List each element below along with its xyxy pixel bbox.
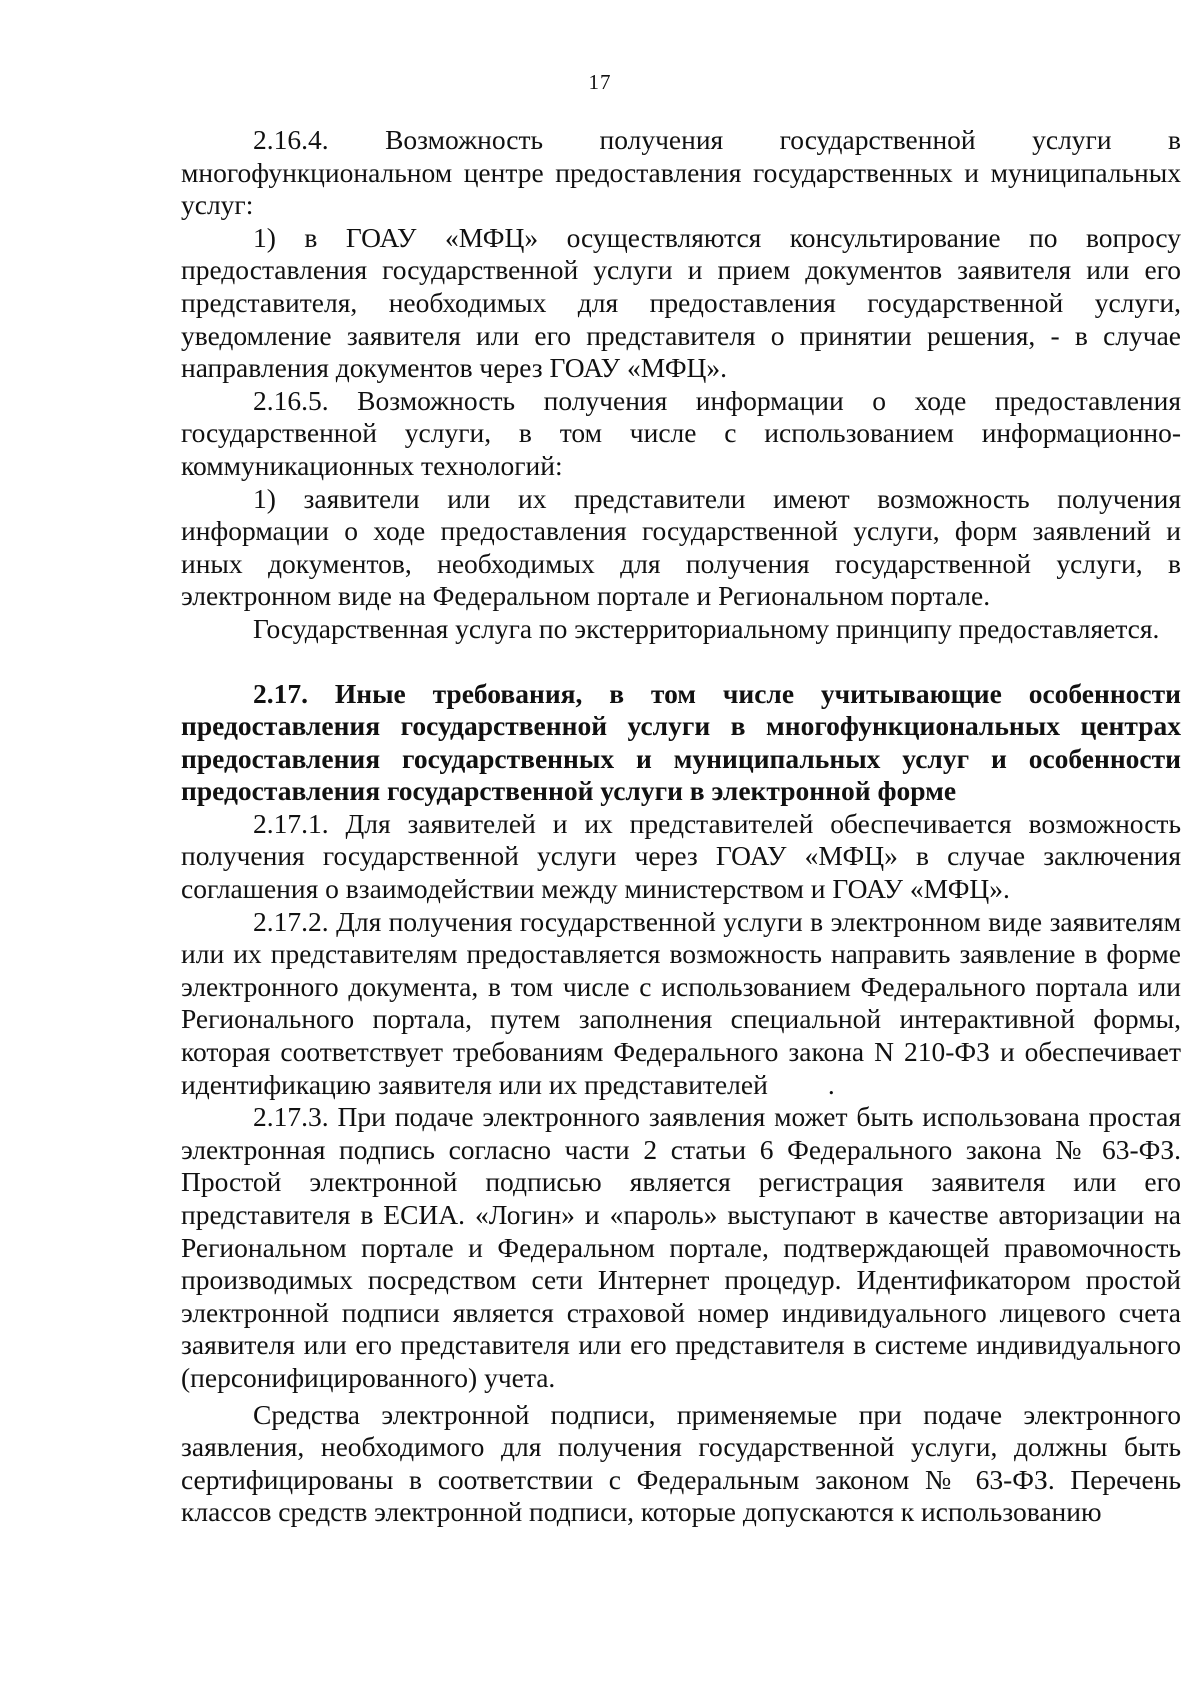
trailing-dot: .	[827, 1068, 835, 1100]
paragraph-2-16-4-item-1: 1) в ГОАУ «МФЦ» осуществляются консультирование по вопросу предоставления государственной услуги и прием документов заявителя или его представителя, необходимых для предоставления государственной услуги, уведомление заявителя или его представителя о принятии решения, - в случае направления документов через ГОАУ «МФЦ».	[181, 221, 1181, 384]
paragraph-2-16-5: 2.16.5. Возможность получения информации о ходе предоставления государственной услуги, в том числе с использованием информационно-коммуникационных технологий:	[181, 384, 1181, 481]
paragraph-2-17-1: 2.17.1. Для заявителей и их представителей обеспечивается возможность получения государственной услуги через ГОАУ «МФЦ» в случае заключения соглашения о взаимодействии между министерством и ГОАУ «МФЦ».	[181, 807, 1181, 905]
page-number: 17	[588, 70, 612, 94]
paragraph-2-17-2	[181, 906, 1181, 1102]
paragraph-2-16-5-item-1: 1) заявители или их представители имеют возможность получения информации о ходе предоставления государственной услуги, форм заявлений и иных документов, необходимых для получения государственной услуги, в электронном виде на Федеральном портале и Региональном портале.	[181, 482, 1181, 612]
document-body	[181, 124, 1181, 1529]
paragraph-extraterritorial: Государственная услуга по экстерриториальному принципу предоставляется.	[253, 612, 1160, 644]
paragraph-signature-tools: Средства электронной подписи, применяемые при подаче электронного заявления, необходимого для получения государственной услуги, должны быть сертифицированы в соответствии с Федеральным законом № 63-ФЗ. Перечень классов средств электронной подписи, которые допускаются к использованию	[181, 1398, 1181, 1528]
paragraph-2-17-2-text: 2.17.2. Для получения государственной услуги в электронном виде заявителям или их представителям предоставляется возможность направить заявление в форме электронного документа, в том числе с использованием Федерального портала или Регионального портала, путем заполнения специальной интерактивной формы, которая соответствует требованиям Федерального закона N 210-ФЗ и обеспечивает идентификацию заявителя или их представителей	[181, 905, 1181, 1100]
paragraph-2-16-4: 2.16.4. Возможность получения государственной услуги в многофункциональном центре предоставления государственных и муниципальных услуг:	[181, 124, 1181, 221]
section-heading-2-17: 2.17. Иные требования, в том числе учитывающие особенности предоставления государственной услуги в многофункциональных центрах предоставления государственных и муниципальных услуг и особенности предоставления государственной услуги в электронной форме	[181, 677, 1181, 807]
paragraph-2-17-3: 2.17.3. При подаче электронного заявления может быть использована простая электронная подпись согласно части 2 статьи 6 Федерального закона № 63-ФЗ. Простой электронной подписью является регистрация заявителя или его представителя в ЕСИА. «Логин» и «пароль» выступают в качестве авторизации на Региональном портале и Федеральном портале, подтверждающей правомочность производимых посредством сети Интернет процедур. Идентификатором простой электронной подписи является страховой номер индивидуального лицевого счета заявителя или его представителя или его представителя в системе индивидуального (персонифицированного) учета.	[181, 1101, 1181, 1393]
